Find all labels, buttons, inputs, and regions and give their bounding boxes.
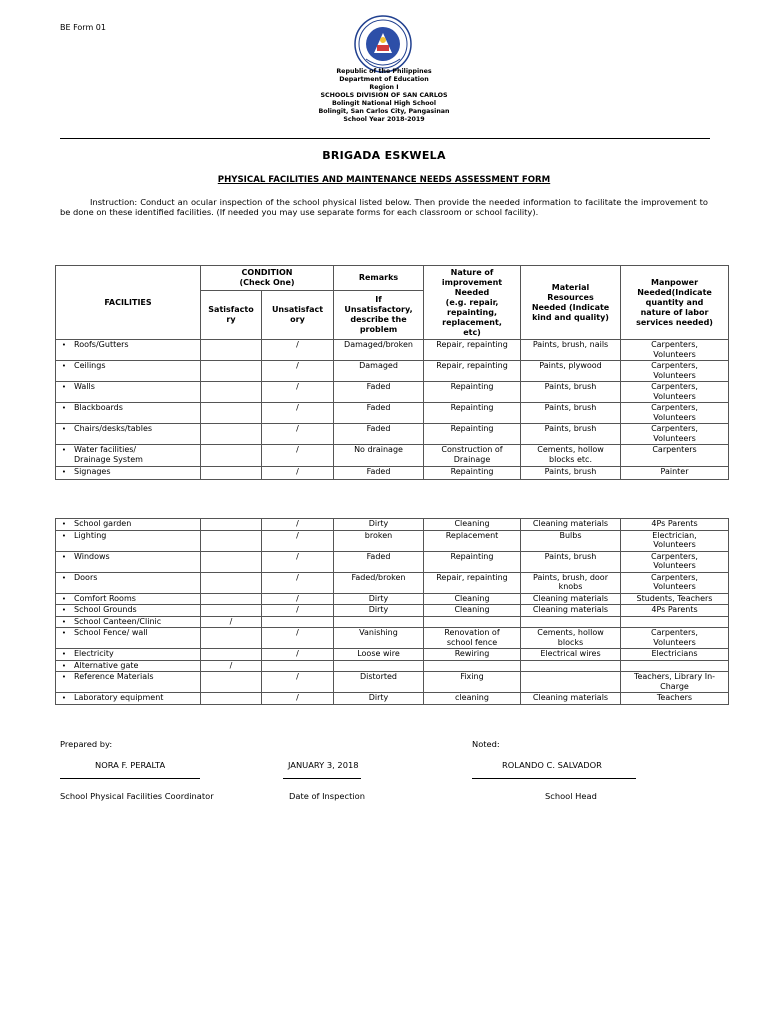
form-number: BE Form 01: [60, 23, 106, 32]
facility-cell: [56, 593, 201, 605]
satisfactory-cell[interactable]: /: [201, 616, 262, 628]
satisfactory-cell[interactable]: [201, 628, 262, 649]
table-row: [56, 551, 729, 572]
date-label: Date of Inspection: [289, 791, 365, 801]
nature-cell[interactable]: Repainting: [424, 424, 521, 445]
satisfactory-cell[interactable]: [201, 382, 262, 403]
facility-label: Doors: [74, 572, 98, 582]
table-row: [56, 693, 729, 705]
satisfactory-cell[interactable]: [201, 551, 262, 572]
bullet-icon: •: [61, 520, 67, 528]
bullet-icon: •: [61, 629, 67, 637]
table-row: [56, 340, 729, 361]
manpower-cell[interactable]: Carpenters, Volunteers: [621, 340, 729, 361]
facility-cell: [56, 551, 201, 572]
material-cell[interactable]: [521, 672, 621, 693]
facility-cell: [56, 340, 201, 361]
form-subtitle: PHYSICAL FACILITIES AND MAINTENANCE NEEDS ASSESSMENT FORM: [217, 175, 551, 185]
facility-cell: [56, 660, 201, 672]
remarks-cell[interactable]: Faded/broken: [334, 572, 424, 593]
remarks-cell[interactable]: Damaged: [334, 361, 424, 382]
satisfactory-cell[interactable]: [201, 605, 262, 617]
facility-cell: [56, 424, 201, 445]
bullet-icon: •: [61, 425, 67, 433]
manpower-cell[interactable]: Carpenters, Volunteers: [621, 628, 729, 649]
table-body-2: [56, 519, 729, 705]
bullet-icon: •: [61, 617, 67, 626]
nature-cell[interactable]: Rewiring: [424, 649, 521, 661]
remarks-cell[interactable]: Faded: [334, 382, 424, 403]
facility-cell: [56, 628, 201, 649]
facility-cell: [56, 467, 201, 480]
remarks-cell[interactable]: [334, 616, 424, 628]
facility-label: Signages: [74, 467, 111, 476]
nature-cell[interactable]: Replacement: [424, 530, 521, 551]
facility-cell: [56, 649, 201, 661]
bullet-icon: •: [61, 650, 67, 658]
header-satisfactory: Satisfacto ry: [201, 291, 262, 340]
material-cell[interactable]: Cleaning materials: [521, 605, 621, 617]
inspection-date: JANUARY 3, 2018: [288, 760, 359, 770]
manpower-cell[interactable]: Carpenters, Volunteers: [621, 551, 729, 572]
bullet-icon: •: [61, 531, 67, 540]
header-nature: Nature of improvement Needed (e.g. repair, repainting, replacement, etc): [424, 266, 521, 340]
bullet-icon: •: [61, 694, 67, 702]
school-head-name: ROLANDO C. SALVADOR: [502, 760, 602, 770]
page-title: BRIGADA ESKWELA: [322, 149, 446, 162]
table-row: [56, 649, 729, 661]
remarks-cell[interactable]: Damaged/broken: [334, 340, 424, 361]
header-line: SCHOOLS DIVISION OF SAN CARLOS: [320, 92, 448, 99]
facilities-table-2: [55, 518, 729, 705]
bullet-icon: •: [61, 594, 67, 603]
material-cell[interactable]: Cements, hollow blocks: [521, 628, 621, 649]
manpower-cell[interactable]: Painter: [621, 467, 729, 480]
manpower-cell[interactable]: Teachers: [621, 693, 729, 705]
manpower-cell[interactable]: Electricians: [621, 649, 729, 661]
nature-cell[interactable]: Construction of Drainage: [424, 445, 521, 467]
nature-cell[interactable]: Cleaning: [424, 519, 521, 531]
satisfactory-cell[interactable]: [201, 572, 262, 593]
manpower-cell[interactable]: Carpenters, Volunteers: [621, 572, 729, 593]
satisfactory-cell[interactable]: [201, 361, 262, 382]
unsatisfactory-cell[interactable]: /: [262, 572, 334, 593]
satisfactory-cell[interactable]: [201, 424, 262, 445]
facility-label: School Grounds: [74, 605, 137, 614]
bullet-icon: •: [61, 552, 67, 561]
manpower-cell[interactable]: Teachers, Library In- Charge: [621, 672, 729, 693]
manpower-cell[interactable]: Carpenters: [621, 445, 729, 467]
manpower-cell[interactable]: Students, Teachers: [621, 593, 729, 605]
header-remarks-sub: If Unsatisfactory, describe the problem: [334, 291, 424, 340]
satisfactory-cell[interactable]: [201, 593, 262, 605]
satisfactory-cell[interactable]: [201, 693, 262, 705]
unsatisfactory-cell[interactable]: /: [262, 424, 334, 445]
facility-cell: [56, 530, 201, 551]
bullet-icon: •: [61, 446, 67, 454]
remarks-cell[interactable]: Faded: [334, 467, 424, 480]
material-cell[interactable]: Cleaning materials: [521, 693, 621, 705]
table-row: [56, 361, 729, 382]
table-row: [56, 593, 729, 605]
table-row: [56, 519, 729, 531]
header-condition: CONDITION (Check One): [201, 266, 334, 291]
prepared-by-label: Prepared by:: [60, 739, 113, 749]
header-line: Bolingit, San Carlos City, Pangasinan: [318, 108, 450, 115]
unsatisfactory-cell[interactable]: /: [262, 403, 334, 424]
bullet-icon: •: [61, 468, 67, 476]
material-cell[interactable]: Cleaning materials: [521, 519, 621, 531]
table-row: [56, 424, 729, 445]
material-cell[interactable]: Paints, brush: [521, 403, 621, 424]
facility-label: School Fence/ wall: [74, 628, 148, 637]
unsatisfactory-cell[interactable]: /: [262, 672, 334, 693]
remarks-cell[interactable]: Distorted: [334, 672, 424, 693]
facility-cell: [56, 445, 201, 467]
table-row: [56, 382, 729, 403]
facility-cell: [56, 616, 201, 628]
material-cell[interactable]: Electrical wires: [521, 649, 621, 661]
nature-cell[interactable]: cleaning: [424, 693, 521, 705]
remarks-cell[interactable]: Faded: [334, 403, 424, 424]
manpower-cell[interactable]: Carpenters, Volunteers: [621, 424, 729, 445]
noted-label: Noted:: [472, 739, 500, 749]
material-cell[interactable]: Paints, plywood: [521, 361, 621, 382]
satisfactory-cell[interactable]: [201, 403, 262, 424]
nature-cell[interactable]: [424, 616, 521, 628]
manpower-cell[interactable]: Electrician, Volunteers: [621, 530, 729, 551]
remarks-cell[interactable]: Dirty: [334, 593, 424, 605]
coordinator-title: School Physical Facilities Coordinator: [60, 791, 214, 801]
facility-label: Chairs/desks/tables: [74, 424, 153, 433]
school-head-title: School Head: [545, 791, 597, 801]
nature-cell[interactable]: Repainting: [424, 382, 521, 403]
unsatisfactory-cell[interactable]: /: [262, 530, 334, 551]
remarks-cell[interactable]: Loose wire: [334, 649, 424, 661]
satisfactory-cell[interactable]: [201, 530, 262, 551]
remarks-cell[interactable]: broken: [334, 530, 424, 551]
facility-cell: [56, 519, 201, 531]
facility-cell: [56, 403, 201, 424]
satisfactory-cell[interactable]: [201, 445, 262, 467]
remarks-cell[interactable]: [334, 660, 424, 672]
facility-label: Alternative gate: [74, 660, 139, 670]
school-header: [0, 68, 768, 124]
table-row: [56, 467, 729, 480]
unsatisfactory-cell[interactable]: /: [262, 467, 334, 480]
header-line: School Year 2018-2019: [343, 116, 425, 123]
table-row: [56, 572, 729, 593]
facility-label: Ceilings: [74, 361, 106, 370]
table-row: [56, 672, 729, 693]
facility-label: Laboratory equipment: [74, 693, 164, 702]
nature-cell[interactable]: [424, 660, 521, 672]
header-remarks: Remarks: [334, 266, 424, 291]
header-line: Department of Education: [339, 76, 429, 83]
table-row: [56, 616, 729, 628]
table-row: [56, 445, 729, 467]
bullet-icon: •: [61, 573, 67, 582]
satisfactory-cell[interactable]: [201, 519, 262, 531]
manpower-cell[interactable]: [621, 660, 729, 672]
nature-cell[interactable]: Repainting: [424, 467, 521, 480]
table-row: [56, 660, 729, 672]
nature-cell[interactable]: Cleaning: [424, 605, 521, 617]
manpower-cell[interactable]: 4Ps Parents: [621, 605, 729, 617]
unsatisfactory-cell[interactable]: /: [262, 593, 334, 605]
bullet-icon: •: [61, 661, 67, 670]
unsatisfactory-cell[interactable]: /: [262, 693, 334, 705]
material-cell[interactable]: [521, 616, 621, 628]
table-body-1: [56, 340, 729, 480]
bullet-icon: •: [61, 341, 67, 349]
satisfactory-cell[interactable]: [201, 467, 262, 480]
unsatisfactory-cell[interactable]: /: [262, 361, 334, 382]
instruction-text: Instruction: Conduct an ocular inspection of the school physical listed below. Then provide the needed information to facilitate the improvement to be done on these identified facilities. (If needed you may use separate forms for each classroom or school facility).: [60, 197, 708, 217]
header-material: Material Resources Needed (Indicate kind and quality): [521, 266, 621, 340]
remarks-cell[interactable]: Faded: [334, 424, 424, 445]
facility-label: Water facilities/ Drainage System: [74, 445, 143, 464]
table-row: [56, 530, 729, 551]
bullet-icon: •: [61, 606, 67, 614]
facility-label: School garden: [74, 519, 132, 528]
facility-label: Electricity: [74, 649, 114, 658]
facility-label: School Canteen/Clinic: [74, 616, 162, 626]
coordinator-name: NORA F. PERALTA: [95, 760, 166, 770]
table-row: [56, 605, 729, 617]
facility-label: Reference Materials: [74, 672, 154, 681]
deped-seal-icon: [354, 15, 412, 73]
facility-cell: [56, 672, 201, 693]
unsatisfactory-cell[interactable]: [262, 616, 334, 628]
material-cell[interactable]: Paints, brush: [521, 382, 621, 403]
facility-label: Windows: [74, 551, 110, 561]
nature-cell[interactable]: Fixing: [424, 672, 521, 693]
nature-cell[interactable]: Repainting: [424, 403, 521, 424]
signature-line: [283, 778, 361, 779]
manpower-cell[interactable]: Carpenters, Volunteers: [621, 361, 729, 382]
unsatisfactory-cell[interactable]: /: [262, 519, 334, 531]
material-cell[interactable]: Bulbs: [521, 530, 621, 551]
satisfactory-cell[interactable]: [201, 672, 262, 693]
unsatisfactory-cell[interactable]: /: [262, 649, 334, 661]
unsatisfactory-cell[interactable]: /: [262, 628, 334, 649]
nature-cell[interactable]: Repainting: [424, 551, 521, 572]
signature-line: [472, 778, 636, 779]
facility-label: Roofs/Gutters: [74, 340, 129, 349]
header-line: Region I: [369, 84, 399, 91]
unsatisfactory-cell[interactable]: /: [262, 551, 334, 572]
unsatisfactory-cell[interactable]: /: [262, 340, 334, 361]
header-facilities: FACILITIES: [56, 266, 201, 340]
manpower-cell[interactable]: 4Ps Parents: [621, 519, 729, 531]
header-line: Republic of the Philippines: [336, 68, 432, 75]
nature-cell[interactable]: Repair, repainting: [424, 361, 521, 382]
satisfactory-cell[interactable]: [201, 340, 262, 361]
unsatisfactory-cell[interactable]: [262, 660, 334, 672]
table-row: [56, 628, 729, 649]
facility-cell: [56, 605, 201, 617]
manpower-cell[interactable]: Carpenters, Volunteers: [621, 403, 729, 424]
facility-label: Comfort Rooms: [74, 593, 136, 603]
facility-cell: [56, 361, 201, 382]
header-manpower: Manpower Needed(Indicate quantity and nature of labor services needed): [621, 266, 729, 340]
table-row: [56, 403, 729, 424]
remarks-cell[interactable]: Dirty: [334, 605, 424, 617]
header-unsatisfactory: Unsatisfact ory: [262, 291, 334, 340]
bullet-icon: •: [61, 404, 67, 412]
remarks-cell[interactable]: Faded: [334, 551, 424, 572]
bullet-icon: •: [61, 362, 67, 370]
remarks-cell[interactable]: Dirty: [334, 519, 424, 531]
nature-cell[interactable]: Repair, repainting: [424, 572, 521, 593]
facilities-table-1: [55, 265, 729, 480]
material-cell[interactable]: Paints, brush: [521, 551, 621, 572]
bullet-icon: •: [61, 673, 67, 681]
material-cell[interactable]: [521, 660, 621, 672]
facility-cell: [56, 382, 201, 403]
satisfactory-cell[interactable]: [201, 649, 262, 661]
remarks-cell[interactable]: Dirty: [334, 693, 424, 705]
remarks-cell[interactable]: Vanishing: [334, 628, 424, 649]
material-cell[interactable]: Cleaning materials: [521, 593, 621, 605]
facility-label: Lighting: [74, 530, 107, 540]
nature-cell[interactable]: Repair, repainting: [424, 340, 521, 361]
manpower-cell[interactable]: Carpenters, Volunteers: [621, 382, 729, 403]
material-cell[interactable]: Paints, brush, door knobs: [521, 572, 621, 593]
material-cell[interactable]: Paints, brush, nails: [521, 340, 621, 361]
header-divider: [60, 138, 710, 139]
material-cell[interactable]: Paints, brush: [521, 467, 621, 480]
signature-line: [60, 778, 200, 779]
facility-cell: [56, 693, 201, 705]
nature-cell[interactable]: Renovation of school fence: [424, 628, 521, 649]
material-cell[interactable]: Cements, hollow blocks etc.: [521, 445, 621, 467]
unsatisfactory-cell[interactable]: /: [262, 382, 334, 403]
manpower-cell[interactable]: [621, 616, 729, 628]
nature-cell[interactable]: Cleaning: [424, 593, 521, 605]
material-cell[interactable]: Paints, brush: [521, 424, 621, 445]
bullet-icon: •: [61, 383, 67, 391]
unsatisfactory-cell[interactable]: /: [262, 605, 334, 617]
header-line: Bolingit National High School: [331, 100, 437, 107]
facility-cell: [56, 572, 201, 593]
facility-label: Blackboards: [74, 403, 123, 412]
remarks-cell[interactable]: No drainage: [334, 445, 424, 467]
unsatisfactory-cell[interactable]: /: [262, 445, 334, 467]
facility-label: Walls: [74, 382, 95, 391]
satisfactory-cell[interactable]: /: [201, 660, 262, 672]
